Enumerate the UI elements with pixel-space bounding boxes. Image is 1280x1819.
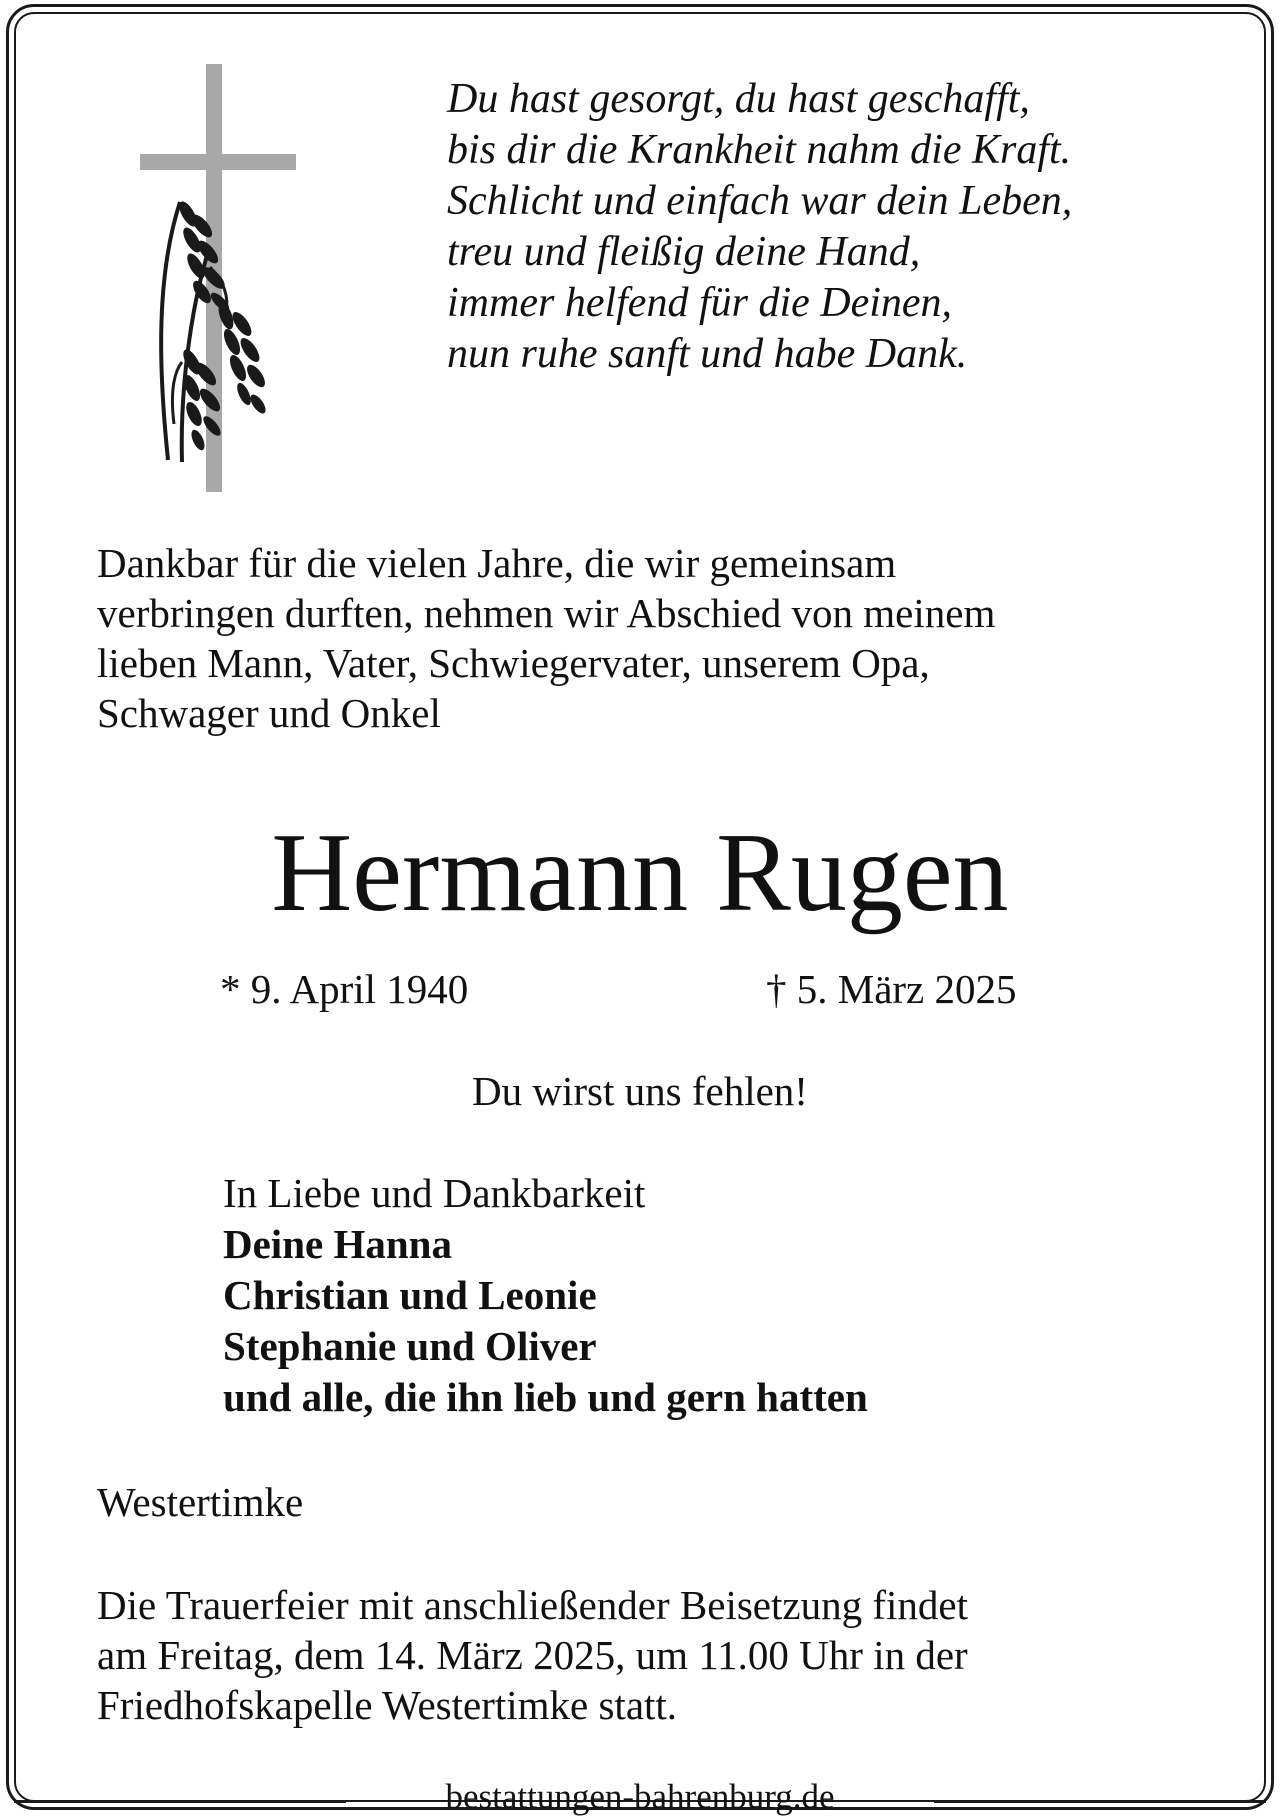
service-info	[97, 1580, 968, 1730]
signoff-name: Deine Hanna	[223, 1221, 452, 1267]
poem	[447, 74, 1247, 380]
poem-line: bis dir die Krankheit nahm die Kraft.	[447, 127, 1072, 173]
poem-line: nun ruhe sanft und habe Dank.	[447, 331, 968, 377]
signoff-name: und alle, die ihn lieb und gern hatten	[223, 1374, 868, 1420]
service-line: am Freitag, dem 14. März 2025, um 11.00 Uhr in der	[97, 1632, 968, 1678]
cross-with-wheat-icon	[130, 62, 310, 502]
birth-date: * 9. April 1940	[220, 966, 469, 1012]
intro-line: Schwager und Onkel	[97, 690, 441, 736]
service-line: Die Trauerfeier mit anschließender Beisetzung findet	[97, 1582, 968, 1628]
signoff-name: Stephanie und Oliver	[223, 1323, 597, 1369]
place-name: Westertimke	[97, 1479, 304, 1525]
poem-line: Schlicht und einfach war dein Leben,	[447, 178, 1073, 224]
poem-line: Du hast gesorgt, du hast geschafft,	[447, 76, 1030, 122]
intro-line: verbringen durften, nehmen wir Abschied von meinem	[97, 590, 996, 636]
intro-line: Dankbar für die vielen Jahre, die wir gemeinsam	[97, 540, 897, 586]
service-line: Friedhofskapelle Westertimke statt.	[97, 1682, 678, 1728]
death-date: † 5. März 2025	[766, 966, 1017, 1012]
signoff-intro: In Liebe und Dankbarkeit	[223, 1170, 646, 1216]
deceased-name: Hermann Rugen	[271, 811, 1009, 935]
intro-line: lieben Mann, Vater, Schwiegervater, unserem Opa,	[97, 640, 930, 686]
signoff-name: Christian und Leonie	[223, 1272, 597, 1318]
poem-line: treu und fleißig deine Hand,	[447, 229, 921, 275]
intro-text	[97, 538, 1217, 738]
poem-line: immer helfend für die Deinen,	[447, 280, 953, 326]
farewell-text: Du wirst uns fehlen!	[472, 1068, 808, 1114]
signoff	[223, 1168, 868, 1423]
footer-url: bestattungen-bahrenburg.de	[445, 1777, 835, 1816]
